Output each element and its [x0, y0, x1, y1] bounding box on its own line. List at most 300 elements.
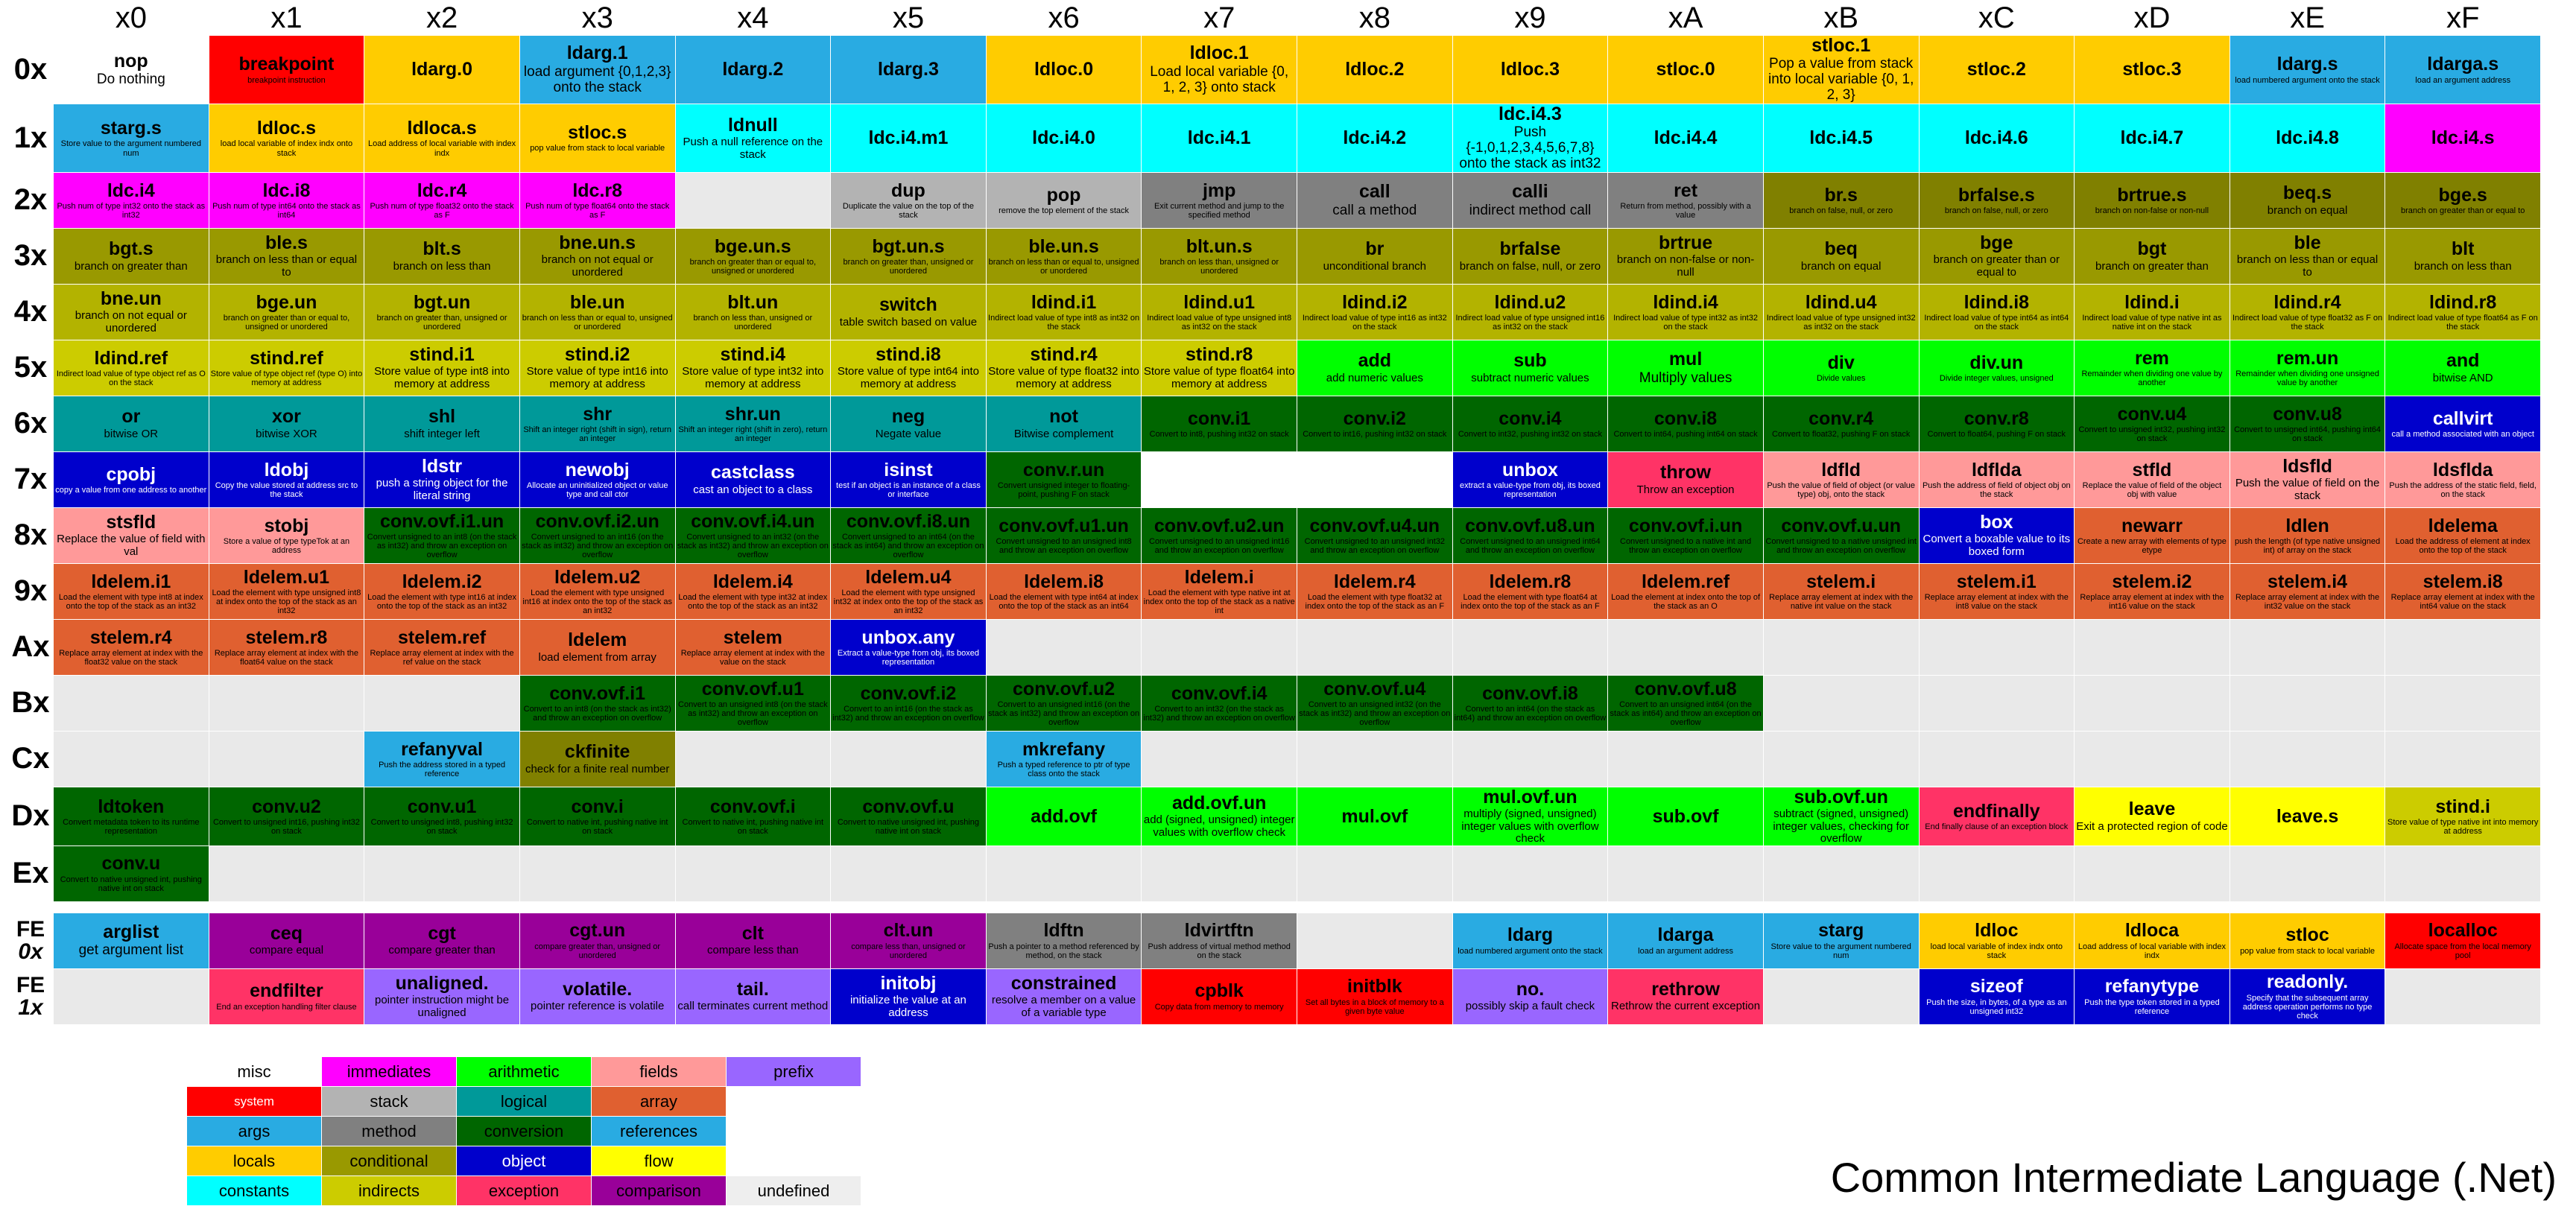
- column-header-x8: x8: [1297, 1, 1453, 36]
- opcode-cell-ldarg[interactable]: [1452, 913, 1608, 968]
- opcode-cell-ldc-r4[interactable]: [364, 172, 520, 228]
- opcode-cell-leave[interactable]: [2075, 787, 2230, 845]
- opcode-cell-bne-un[interactable]: [54, 284, 209, 340]
- opcode-cell-ldarg-2[interactable]: [675, 36, 831, 104]
- opcode-cell-add[interactable]: [1297, 340, 1453, 396]
- legend-row: [187, 1176, 861, 1206]
- opcode-cell-unbox[interactable]: [1452, 451, 1608, 507]
- opcode-cell-unbox-any[interactable]: [831, 619, 987, 675]
- opcode-cell-stloc[interactable]: [2230, 913, 2385, 968]
- opcode-cell-bgt-s[interactable]: [54, 228, 209, 284]
- opcode-cell-ldloc-3[interactable]: [1452, 36, 1608, 104]
- opcode-cell-ret[interactable]: [1608, 172, 1764, 228]
- opcode-cell-dup[interactable]: [831, 172, 987, 228]
- opcode-description: Push a null reference on the stack: [683, 136, 823, 161]
- opcode-mnemonic: starg.s: [100, 118, 162, 139]
- opcode-cell-blt-un[interactable]: [675, 284, 831, 340]
- opcode-cell-xor[interactable]: [209, 396, 364, 451]
- opcode-cell-box[interactable]: [1919, 507, 2075, 563]
- opcode-cell-ldelem-i8[interactable]: [986, 563, 1142, 619]
- opcode-description: Shift an integer right (shift in zero), return an integer: [678, 425, 828, 443]
- opcode-cell-rethrow[interactable]: [1608, 968, 1764, 1024]
- opcode-mnemonic: endfilter: [250, 980, 323, 1002]
- opcode-description: branch on greater than or equal to: [2401, 206, 2525, 215]
- opcode-cell-conv-u2[interactable]: [209, 787, 364, 845]
- opcode-cell-ldind-i[interactable]: [2075, 284, 2230, 340]
- opcode-cell-ldind-ref[interactable]: [54, 340, 209, 396]
- opcode-cell-conv-ovf-i8[interactable]: [1452, 675, 1608, 731]
- opcode-cell-sub[interactable]: [1452, 340, 1608, 396]
- opcode-cell-switch[interactable]: [831, 284, 987, 340]
- table-row: [8, 968, 2541, 1024]
- opcode-cell-conv-ovf-i[interactable]: [675, 787, 831, 845]
- opcode-cell-bgt[interactable]: [2075, 228, 2230, 284]
- opcode-cell-ldind-r4[interactable]: [2230, 284, 2385, 340]
- opcode-description: Indirect load value of type float64 as F on the stack: [2387, 313, 2538, 331]
- opcode-mnemonic: nop: [113, 50, 148, 72]
- opcode-cell-stind-ref[interactable]: [209, 340, 364, 396]
- opcode-cell-empty: [986, 845, 1142, 901]
- opcode-cell-ble-s[interactable]: [209, 228, 364, 284]
- opcode-description: Convert a boxable value to its boxed form: [1922, 533, 2071, 558]
- opcode-mnemonic: refanyval: [401, 738, 483, 760]
- opcode-cell-stloc-1[interactable]: [1763, 36, 1919, 104]
- opcode-cell-ldc-i4[interactable]: [54, 172, 209, 228]
- opcode-cell-ldelem-i4[interactable]: [675, 563, 831, 619]
- column-header-x0: x0: [54, 1, 209, 36]
- table-row: [8, 675, 2541, 731]
- opcode-cell-not[interactable]: [986, 396, 1142, 451]
- opcode-cell-stelem-i4[interactable]: [2230, 563, 2385, 619]
- opcode-cell-volatile-[interactable]: [519, 968, 675, 1024]
- opcode-cell-cpobj[interactable]: [54, 451, 209, 507]
- opcode-cell-ldloca[interactable]: [2075, 913, 2230, 968]
- opcode-cell-br-s[interactable]: [1763, 172, 1919, 228]
- row-header-prefix: FE: [16, 916, 45, 942]
- opcode-cell-conv-ovf-u2[interactable]: [986, 675, 1142, 731]
- opcode-cell-stind-r8[interactable]: [1142, 340, 1297, 396]
- opcode-cell-ldelem-i[interactable]: [1142, 563, 1297, 619]
- opcode-cell-rem[interactable]: [2075, 340, 2230, 396]
- opcode-cell-ldobj[interactable]: [209, 451, 364, 507]
- opcode-cell-stind-i[interactable]: [2385, 787, 2541, 845]
- opcode-cell-no-[interactable]: [1452, 968, 1608, 1024]
- opcode-cell-add-ovf[interactable]: [986, 787, 1142, 845]
- opcode-cell-stsfld[interactable]: [54, 507, 209, 563]
- opcode-cell-ldarg-1[interactable]: [519, 36, 675, 104]
- legend-item-arithmetic: arithmetic: [457, 1057, 592, 1087]
- opcode-cell-throw[interactable]: [1608, 451, 1764, 507]
- opcode-cell-conv-ovf-i1[interactable]: [519, 675, 675, 731]
- opcode-mnemonic: ldind.i4: [1653, 291, 1718, 313]
- opcode-cell-cgt-un[interactable]: [519, 913, 675, 968]
- opcode-mnemonic: breakpoint: [238, 54, 335, 75]
- opcode-cell-ldc-i4-3[interactable]: [1452, 104, 1608, 172]
- opcode-cell-mul-ovf-un[interactable]: [1452, 787, 1608, 845]
- opcode-cell-mkrefany[interactable]: [986, 731, 1142, 787]
- opcode-cell-sizeof[interactable]: [1919, 968, 2075, 1024]
- opcode-mnemonic: clt: [741, 923, 764, 945]
- opcode-cell-stelem-r4[interactable]: [54, 619, 209, 675]
- opcode-cell-readonly-[interactable]: [2230, 968, 2385, 1024]
- opcode-description: branch on greater than: [74, 259, 188, 273]
- opcode-cell-conv-ovf-i4-un[interactable]: [675, 507, 831, 563]
- opcode-cell-mul-ovf[interactable]: [1297, 787, 1453, 845]
- opcode-cell-ldelem-i2[interactable]: [364, 563, 520, 619]
- opcode-cell-stloc-3[interactable]: [2075, 36, 2230, 104]
- opcode-cell-ldelem-u4[interactable]: [831, 563, 987, 619]
- opcode-cell-conv-ovf-u4-un[interactable]: [1297, 507, 1453, 563]
- opcode-description: Push the type token stored in a typed reference: [2084, 997, 2220, 1016]
- opcode-mnemonic: brfalse: [1499, 238, 1561, 260]
- opcode-cell-ldstr[interactable]: [364, 451, 520, 507]
- opcode-cell-ldflda[interactable]: [1919, 451, 2075, 507]
- opcode-cell-ldind-u4[interactable]: [1763, 284, 1919, 340]
- opcode-cell-stloc-0[interactable]: [1608, 36, 1764, 104]
- opcode-cell-ldind-r8[interactable]: [2385, 284, 2541, 340]
- opcode-description: initialize the value at an address: [849, 994, 966, 1019]
- opcode-cell-rem-un[interactable]: [2230, 340, 2385, 396]
- opcode-cell-jmp[interactable]: [1142, 172, 1297, 228]
- opcode-cell-conv-u[interactable]: [54, 845, 209, 901]
- opcode-cell-ldelem-ref[interactable]: [1608, 563, 1764, 619]
- opcode-cell-ldloc-1[interactable]: [1142, 36, 1297, 104]
- opcode-mnemonic: calli: [1512, 181, 1548, 203]
- opcode-mnemonic: ldc.r4: [417, 180, 467, 201]
- opcode-cell-stelem-i8[interactable]: [2385, 563, 2541, 619]
- opcode-cell-ldc-i4-1[interactable]: [1142, 104, 1297, 172]
- opcode-cell-stelem[interactable]: [675, 619, 831, 675]
- opcode-cell-ldind-i4[interactable]: [1608, 284, 1764, 340]
- opcode-cell-ble[interactable]: [2230, 228, 2385, 284]
- opcode-cell-stelem-i[interactable]: [1763, 563, 1919, 619]
- opcode-cell-stind-r4[interactable]: [986, 340, 1142, 396]
- opcode-cell-stelem-i1[interactable]: [1919, 563, 2075, 619]
- column-header-xA: xA: [1608, 1, 1764, 36]
- opcode-description: remove the top element of the stack: [999, 206, 1129, 215]
- opcode-mnemonic: conv.ovf.u2.un: [1153, 515, 1285, 536]
- opcode-description: Copy the value stored at address src to the stack: [215, 480, 358, 499]
- opcode-cell-mul[interactable]: [1608, 340, 1764, 396]
- opcode-cell-conv-ovf-u8[interactable]: [1608, 675, 1764, 731]
- opcode-cell-stfld[interactable]: [2075, 451, 2230, 507]
- opcode-mnemonic: ldloc.1: [1189, 42, 1249, 64]
- opcode-mnemonic: arglist: [103, 921, 159, 943]
- opcode-cell-ldc-i4-m1[interactable]: [831, 104, 987, 172]
- opcode-cell-div-un[interactable]: [1919, 340, 2075, 396]
- opcode-cell-ldsfld[interactable]: [2230, 451, 2385, 507]
- opcode-cell-conv-ovf-u2-un[interactable]: [1142, 507, 1297, 563]
- opcode-cell-ldvirtftn[interactable]: [1142, 913, 1297, 968]
- opcode-cell-ldc-i4-5[interactable]: [1763, 104, 1919, 172]
- opcode-cell-conv-i4[interactable]: [1452, 396, 1608, 451]
- opcode-cell-brfalse[interactable]: [1452, 228, 1608, 284]
- opcode-mnemonic: stelem.i: [1806, 571, 1876, 592]
- opcode-cell-leave-s[interactable]: [2230, 787, 2385, 845]
- opcode-cell-bge[interactable]: [1919, 228, 2075, 284]
- opcode-mnemonic: ldind.ref: [94, 347, 168, 369]
- opcode-cell-endfilter[interactable]: [209, 968, 364, 1024]
- opcode-mnemonic: ble.s: [265, 232, 308, 254]
- opcode-cell-ble-un[interactable]: [519, 284, 675, 340]
- opcode-mnemonic: jmp: [1202, 180, 1236, 201]
- opcode-description: subtract (signed, unsigned) integer values, checking for overflow: [1773, 808, 1909, 845]
- opcode-cell-blt-s[interactable]: [364, 228, 520, 284]
- opcode-cell-calli[interactable]: [1452, 172, 1608, 228]
- opcode-cell-ldloc-0[interactable]: [986, 36, 1142, 104]
- opcode-cell-ldc-i4-0[interactable]: [986, 104, 1142, 172]
- opcode-mnemonic: stelem.r4: [89, 626, 172, 648]
- opcode-cell-cpblk[interactable]: [1142, 968, 1297, 1024]
- opcode-cell-ldsflda[interactable]: [2385, 451, 2541, 507]
- opcode-cell-localloc[interactable]: [2385, 913, 2541, 968]
- opcode-cell-nop[interactable]: [54, 36, 209, 104]
- opcode-mnemonic: conv.ovf.u.un: [1781, 515, 1902, 536]
- opcode-cell-ldc-i4-s[interactable]: [2385, 104, 2541, 172]
- opcode-cell-breakpoint[interactable]: [209, 36, 364, 104]
- opcode-cell-conv-ovf-i4[interactable]: [1142, 675, 1297, 731]
- opcode-cell-conv-ovf-u1[interactable]: [675, 675, 831, 731]
- opcode-description: branch on less than, unsigned or unordered: [1159, 257, 1279, 276]
- opcode-cell-conv-ovf-u4[interactable]: [1297, 675, 1453, 731]
- opcode-mnemonic: stelem.i1: [1956, 571, 2037, 592]
- opcode-cell-refanytype[interactable]: [2075, 968, 2230, 1024]
- opcode-cell-conv-r8[interactable]: [1919, 396, 2075, 451]
- opcode-description: branch on false, null, or zero: [1459, 259, 1601, 273]
- opcode-cell-brfalse-s[interactable]: [1919, 172, 2075, 228]
- opcode-mnemonic: ldelem.u1: [243, 566, 330, 588]
- opcode-cell-ldind-i1[interactable]: [986, 284, 1142, 340]
- opcode-mnemonic: cpblk: [1194, 980, 1244, 1002]
- opcode-cell-conv-ovf-i2[interactable]: [831, 675, 987, 731]
- opcode-cell-conv-ovf-i8-un[interactable]: [831, 507, 987, 563]
- opcode-cell-ldelem[interactable]: [519, 619, 675, 675]
- opcode-cell-initblk[interactable]: [1297, 968, 1453, 1024]
- opcode-cell-add-ovf-un[interactable]: [1142, 787, 1297, 845]
- opcode-cell-callvirt[interactable]: [2385, 396, 2541, 451]
- opcode-cell-isinst[interactable]: [831, 451, 987, 507]
- opcode-cell-ldlen[interactable]: [2230, 507, 2385, 563]
- opcode-cell-stobj[interactable]: [209, 507, 364, 563]
- opcode-cell-castclass[interactable]: [675, 451, 831, 507]
- opcode-description: cast an object to a class: [693, 483, 813, 496]
- opcode-cell-brtrue-s[interactable]: [2075, 172, 2230, 228]
- opcode-cell-clt[interactable]: [675, 913, 831, 968]
- opcode-cell-conv-r4[interactable]: [1763, 396, 1919, 451]
- column-header-x5: x5: [831, 1, 987, 36]
- legend: [186, 1056, 861, 1206]
- opcode-cell-unaligned-[interactable]: [364, 968, 520, 1024]
- opcode-mnemonic: xor: [271, 406, 301, 428]
- opcode-cell-bge-s[interactable]: [2385, 172, 2541, 228]
- opcode-cell-stelem-ref[interactable]: [364, 619, 520, 675]
- opcode-cell-initobj[interactable]: [831, 968, 987, 1024]
- opcode-cell-empty: [1297, 845, 1453, 901]
- opcode-cell-ckfinite[interactable]: [519, 731, 675, 787]
- opcode-cell-newobj[interactable]: [519, 451, 675, 507]
- opcode-cell-stelem-i2[interactable]: [2075, 563, 2230, 619]
- opcode-cell-ldc-i4-2[interactable]: [1297, 104, 1453, 172]
- opcode-cell-newarr[interactable]: [2075, 507, 2230, 563]
- opcode-cell-conv-ovf-u-un[interactable]: [1763, 507, 1919, 563]
- opcode-cell-stind-i4[interactable]: [675, 340, 831, 396]
- opcode-cell-stind-i1[interactable]: [364, 340, 520, 396]
- opcode-cell-ldftn[interactable]: [986, 913, 1142, 968]
- opcode-description: Store value of type native int into memory at address: [2387, 817, 2539, 836]
- opcode-cell-refanyval[interactable]: [364, 731, 520, 787]
- opcode-cell-ldloc[interactable]: [1919, 913, 2075, 968]
- opcode-cell-and[interactable]: [2385, 340, 2541, 396]
- opcode-cell-ldarg-0[interactable]: [364, 36, 520, 104]
- opcode-description: branch on less than or equal to: [215, 253, 358, 279]
- opcode-cell-clt-un[interactable]: [831, 913, 987, 968]
- opcode-cell-ldelema[interactable]: [2385, 507, 2541, 563]
- opcode-cell-bge-un-s[interactable]: [675, 228, 831, 284]
- opcode-cell-ldfld[interactable]: [1763, 451, 1919, 507]
- opcode-cell-conv-ovf-u[interactable]: [831, 787, 987, 845]
- opcode-cell-ldc-i4-8[interactable]: [2230, 104, 2385, 172]
- opcode-cell-ldind-u1[interactable]: [1142, 284, 1297, 340]
- opcode-cell-shr-un[interactable]: [675, 396, 831, 451]
- opcode-cell-ldloc-2[interactable]: [1297, 36, 1453, 104]
- opcode-mnemonic: conv.ovf.i.un: [1628, 515, 1743, 536]
- opcode-cell-conv-ovf-u1-un[interactable]: [986, 507, 1142, 563]
- opcode-mnemonic: bge.un: [256, 291, 317, 313]
- opcode-cell-brtrue[interactable]: [1608, 228, 1764, 284]
- opcode-cell-stloc-2[interactable]: [1919, 36, 2075, 104]
- opcode-cell-stelem-r8[interactable]: [209, 619, 364, 675]
- opcode-mnemonic: unaligned.: [395, 972, 489, 994]
- opcode-cell-conv-i2[interactable]: [1297, 396, 1453, 451]
- opcode-cell-conv-r-un[interactable]: [986, 451, 1142, 507]
- opcode-mnemonic: brtrue.s: [2117, 184, 2187, 206]
- opcode-cell-ldc-i8[interactable]: [209, 172, 364, 228]
- opcode-cell-ceq[interactable]: [209, 913, 364, 968]
- opcode-cell-conv-i8[interactable]: [1608, 396, 1764, 451]
- opcode-cell-bge-un[interactable]: [209, 284, 364, 340]
- opcode-mnemonic: shr.un: [724, 403, 781, 425]
- opcode-cell-ldc-r8[interactable]: [519, 172, 675, 228]
- opcode-cell-call[interactable]: [1297, 172, 1453, 228]
- opcode-cell-ldelem-u2[interactable]: [519, 563, 675, 619]
- opcode-description: check for a finite real number: [525, 762, 670, 775]
- opcode-cell-blt[interactable]: [2385, 228, 2541, 284]
- opcode-cell-ldc-i4-4[interactable]: [1608, 104, 1764, 172]
- opcode-cell-shr[interactable]: [519, 396, 675, 451]
- opcode-cell-ldc-i4-7[interactable]: [2075, 104, 2230, 172]
- opcode-cell-ldarga-s[interactable]: [2385, 36, 2541, 104]
- opcode-cell-beq[interactable]: [1763, 228, 1919, 284]
- opcode-cell-sub-ovf-un[interactable]: [1763, 787, 1919, 845]
- opcode-mnemonic: mul.ovf: [1341, 805, 1408, 827]
- opcode-cell-conv-u4[interactable]: [2075, 396, 2230, 451]
- opcode-mnemonic: add.ovf.un: [1171, 793, 1267, 814]
- opcode-cell-conv-ovf-i1-un[interactable]: [364, 507, 520, 563]
- opcode-description: Rethrow the current exception: [1611, 1000, 1761, 1013]
- opcode-cell-ldarg-3[interactable]: [831, 36, 987, 104]
- opcode-cell-ldloca-s[interactable]: [364, 104, 520, 172]
- opcode-cell-shl[interactable]: [364, 396, 520, 451]
- opcode-cell-endfinally[interactable]: [1919, 787, 2075, 845]
- opcode-cell-conv-ovf-i-un[interactable]: [1608, 507, 1764, 563]
- opcode-cell-bgt-un-s[interactable]: [831, 228, 987, 284]
- opcode-cell-arglist[interactable]: [54, 913, 209, 968]
- opcode-cell-ldelem-r8[interactable]: [1452, 563, 1608, 619]
- opcode-cell-ldelem-r4[interactable]: [1297, 563, 1453, 619]
- opcode-cell-bgt-un[interactable]: [364, 284, 520, 340]
- opcode-cell-sub-ovf[interactable]: [1608, 787, 1764, 845]
- legend-item-object: object: [457, 1146, 592, 1176]
- opcode-mnemonic: ldc.i4.4: [1653, 127, 1718, 149]
- opcode-cell-cgt[interactable]: [364, 913, 520, 968]
- opcode-cell-neg[interactable]: [831, 396, 987, 451]
- opcode-cell-starg[interactable]: [1763, 913, 1919, 968]
- opcode-cell-constrained[interactable]: [986, 968, 1142, 1024]
- opcode-cell-stloc-s[interactable]: [519, 104, 675, 172]
- opcode-cell-ldarga[interactable]: [1608, 913, 1764, 968]
- opcode-cell-pop[interactable]: [986, 172, 1142, 228]
- opcode-cell-conv-i[interactable]: [519, 787, 675, 845]
- opcode-cell-ldc-i4-6[interactable]: [1919, 104, 2075, 172]
- legend-item-logical: logical: [457, 1087, 592, 1117]
- opcode-mnemonic: conv.ovf.u1.un: [999, 515, 1129, 536]
- opcode-description: Convert unsigned to a native int and throw an exception on overflow: [1620, 536, 1752, 555]
- opcode-cell-ldind-i2[interactable]: [1297, 284, 1453, 340]
- opcode-cell-bne-un-s[interactable]: [519, 228, 675, 284]
- opcode-mnemonic: stind.r8: [1186, 344, 1253, 366]
- table-row: [8, 36, 2541, 104]
- opcode-description: load an argument address: [2415, 75, 2511, 85]
- opcode-cell-beq-s[interactable]: [2230, 172, 2385, 228]
- row-header-7x: 7x: [8, 451, 54, 507]
- opcode-mnemonic: stind.r4: [1030, 344, 1098, 366]
- opcode-cell-ldelem-u1[interactable]: [209, 563, 364, 619]
- opcode-cell-tail-[interactable]: [675, 968, 831, 1024]
- opcode-cell-ldind-i8[interactable]: [1919, 284, 2075, 340]
- opcode-cell-conv-i1[interactable]: [1142, 396, 1297, 451]
- opcode-cell-conv-ovf-i2-un[interactable]: [519, 507, 675, 563]
- opcode-mnemonic: or: [121, 406, 141, 428]
- table-row: [8, 104, 2541, 172]
- opcode-description: branch on less than: [2414, 259, 2512, 273]
- opcode-cell-stind-i2[interactable]: [519, 340, 675, 396]
- opcode-cell-conv-u1[interactable]: [364, 787, 520, 845]
- opcode-cell-ldind-u2[interactable]: [1452, 284, 1608, 340]
- opcode-description: branch on less than or equal to: [2236, 253, 2379, 279]
- opcode-description: breakpoint instruction: [247, 75, 326, 85]
- opcode-cell-ldnull[interactable]: [675, 104, 831, 172]
- opcode-cell-starg-s[interactable]: [54, 104, 209, 172]
- opcode-cell-empty: [2230, 619, 2385, 675]
- opcode-cell-br[interactable]: [1297, 228, 1453, 284]
- opcode-cell-ldloc-s[interactable]: [209, 104, 364, 172]
- opcode-cell-conv-u8[interactable]: [2230, 396, 2385, 451]
- opcode-description: pointer instruction might be unaligned: [375, 994, 510, 1019]
- opcode-cell-ble-un-s[interactable]: [986, 228, 1142, 284]
- opcode-mnemonic: stloc.2: [1966, 59, 2026, 80]
- opcode-cell-ldtoken[interactable]: [54, 787, 209, 845]
- opcode-cell-stind-i8[interactable]: [831, 340, 987, 396]
- opcode-cell-or[interactable]: [54, 396, 209, 451]
- opcode-cell-div[interactable]: [1763, 340, 1919, 396]
- opcode-description: Convert unsigned to an int32 (on the stack as int32) and throw an exception on overflow: [677, 532, 829, 560]
- opcode-cell-conv-ovf-u8-un[interactable]: [1452, 507, 1608, 563]
- opcode-cell-ldarg-s[interactable]: [2230, 36, 2385, 104]
- opcode-cell-blt-un-s[interactable]: [1142, 228, 1297, 284]
- opcode-description: Replace array element at index with the int8 value on the stack: [1924, 592, 2069, 611]
- opcode-mnemonic: ceq: [270, 923, 303, 945]
- opcode-cell-ldelem-i1[interactable]: [54, 563, 209, 619]
